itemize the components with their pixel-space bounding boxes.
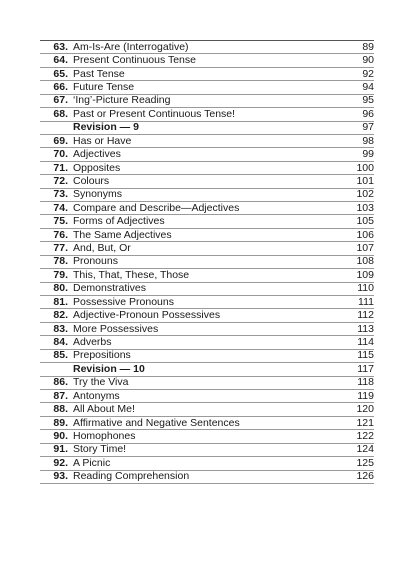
table-of-contents	[40, 40, 374, 484]
chapter-title: Future Tense	[73, 80, 135, 93]
chapter-number: 85.	[53, 349, 68, 362]
chapter-number: 93.	[53, 470, 68, 483]
page-number: 97	[362, 121, 374, 134]
toc-row	[40, 323, 374, 336]
toc-row	[40, 283, 374, 296]
chapter-number: 67.	[53, 94, 68, 107]
toc-row	[40, 350, 374, 363]
chapter-title: Forms of Adjectives	[73, 215, 165, 228]
chapter-title: The Same Adjectives	[73, 228, 172, 241]
page-number: 89	[362, 40, 374, 53]
chapter-number: 69.	[53, 134, 68, 147]
toc-row	[40, 336, 374, 349]
page-number: 92	[362, 67, 374, 80]
page-number: 115	[357, 349, 374, 362]
toc-row	[40, 95, 374, 108]
chapter-number: 70.	[53, 148, 68, 161]
page-number: 112	[357, 309, 374, 322]
chapter-title: Pronouns	[73, 255, 118, 268]
toc-revision-row	[40, 363, 374, 376]
chapter-number: 90.	[53, 429, 68, 442]
chapter-title: And, But, Or	[73, 242, 131, 255]
toc-row	[40, 215, 374, 228]
toc-row	[40, 471, 374, 484]
chapter-title: Compare and Describe—Adjectives	[73, 201, 240, 214]
page-number: 121	[356, 416, 374, 429]
chapter-number: 82.	[53, 309, 68, 322]
chapter-title: A Picnic	[73, 456, 111, 469]
chapter-number: 86.	[53, 376, 68, 389]
toc-row	[40, 81, 374, 94]
toc-row	[40, 296, 374, 309]
page-number: 98	[362, 134, 374, 147]
toc-row	[40, 390, 374, 403]
page-number: 107	[356, 242, 374, 255]
chapter-title: Prepositions	[73, 349, 131, 362]
page-number: 100	[356, 161, 374, 174]
chapter-number: 89.	[53, 416, 68, 429]
page-number: 125	[356, 456, 374, 469]
chapter-title: Synonyms	[73, 188, 123, 201]
page-number: 95	[362, 94, 374, 107]
toc-row	[40, 189, 374, 202]
chapter-number: 76.	[53, 228, 68, 241]
chapter-number: 75.	[53, 215, 68, 228]
page-number: 117	[357, 362, 374, 375]
toc-row	[40, 54, 374, 67]
chapter-number: 73.	[53, 188, 68, 201]
chapter-title: All About Me!	[73, 403, 135, 416]
toc-row	[40, 108, 374, 121]
page-number: 108	[356, 255, 374, 268]
toc-row	[40, 175, 374, 188]
page-number: 119	[357, 389, 374, 402]
chapter-number: 74.	[53, 201, 68, 214]
chapter-title: More Possessives	[73, 322, 159, 335]
page-number: 120	[356, 403, 374, 416]
chapter-title: Opposites	[73, 161, 121, 174]
chapter-title: Adjectives	[73, 148, 121, 161]
toc-revision-row	[40, 122, 374, 135]
chapter-number: 87.	[53, 389, 68, 402]
chapter-title: Story Time!	[73, 443, 127, 456]
toc-row	[40, 148, 374, 161]
page-number: 126	[356, 470, 374, 483]
chapter-number: 84.	[53, 336, 68, 348]
page-number: 99	[362, 148, 374, 161]
chapter-title: Homophones	[73, 429, 136, 442]
toc-row	[40, 457, 374, 470]
toc-row	[40, 135, 374, 148]
chapter-title: Am-Is-Are (Interrogative)	[73, 40, 189, 53]
chapter-title: Antonyms	[73, 389, 120, 402]
chapter-title: Try the Viva	[73, 376, 129, 389]
toc-row	[40, 202, 374, 215]
page-number: 110	[357, 282, 374, 295]
chapter-number: 64.	[53, 54, 68, 67]
toc-row	[40, 444, 374, 457]
chapter-number: 83.	[53, 322, 68, 335]
chapter-number: 77.	[53, 242, 68, 255]
page-number: 109	[356, 268, 374, 281]
toc-row	[40, 256, 374, 269]
chapter-title: Demonstratives	[73, 282, 146, 295]
toc-row	[40, 309, 374, 322]
chapter-number: 72.	[53, 174, 68, 187]
chapter-title: Adjective-Pronoun Possessives	[73, 309, 221, 322]
toc-row	[40, 430, 374, 443]
chapter-title: Revision — 10	[73, 362, 145, 375]
page-number: 103	[356, 201, 374, 214]
chapter-title: This, That, These, Those	[73, 268, 190, 281]
chapter-title: Reading Comprehension	[73, 470, 190, 483]
chapter-number: 65.	[53, 67, 68, 80]
chapter-title: Colours	[73, 174, 110, 187]
toc-row	[40, 417, 374, 430]
page-number: 118	[357, 376, 374, 389]
chapter-number: 92.	[53, 456, 68, 469]
page-number: 106	[356, 228, 374, 241]
page-number: 105	[356, 215, 374, 228]
page-number: 94	[362, 80, 374, 93]
chapter-number: 79.	[53, 268, 68, 281]
toc-row	[40, 377, 374, 390]
toc-row	[40, 242, 374, 255]
chapter-title: Present Continuous Tense	[73, 54, 196, 67]
chapter-number: 68.	[53, 107, 68, 120]
page-number: 102	[356, 188, 374, 201]
chapter-number: 66.	[53, 80, 68, 93]
page-number: 96	[362, 107, 374, 120]
page-number: 113	[357, 322, 374, 335]
page-number: 114	[357, 336, 374, 348]
chapter-title: Adverbs	[73, 336, 112, 348]
toc-row	[40, 41, 374, 54]
page-number: 90	[362, 54, 374, 67]
chapter-title: Affirmative and Negative Sentences	[73, 416, 240, 429]
page-number: 124	[356, 443, 374, 456]
chapter-title: ‘Ing’-Picture Reading	[73, 94, 171, 107]
toc-row	[40, 162, 374, 175]
page-number: 122	[356, 429, 374, 442]
chapter-number: 78.	[53, 255, 68, 268]
toc-row	[40, 269, 374, 282]
chapter-number: 80.	[53, 282, 68, 295]
chapter-title: Possessive Pronouns	[73, 295, 174, 308]
page-number: 111	[358, 295, 374, 308]
chapter-number: 88.	[53, 403, 68, 416]
toc-row	[40, 403, 374, 416]
chapter-title: Past Tense	[73, 67, 125, 80]
chapter-title: Revision — 9	[73, 121, 139, 134]
toc-row	[40, 229, 374, 242]
chapter-number: 63.	[53, 40, 68, 53]
chapter-number: 91.	[53, 443, 68, 456]
chapter-title: Has or Have	[73, 134, 132, 147]
toc-row	[40, 68, 374, 81]
page-number: 101	[356, 174, 374, 187]
chapter-number: 71.	[53, 161, 68, 174]
chapter-number: 81.	[53, 295, 68, 308]
chapter-title: Past or Present Continuous Tense!	[73, 107, 236, 120]
